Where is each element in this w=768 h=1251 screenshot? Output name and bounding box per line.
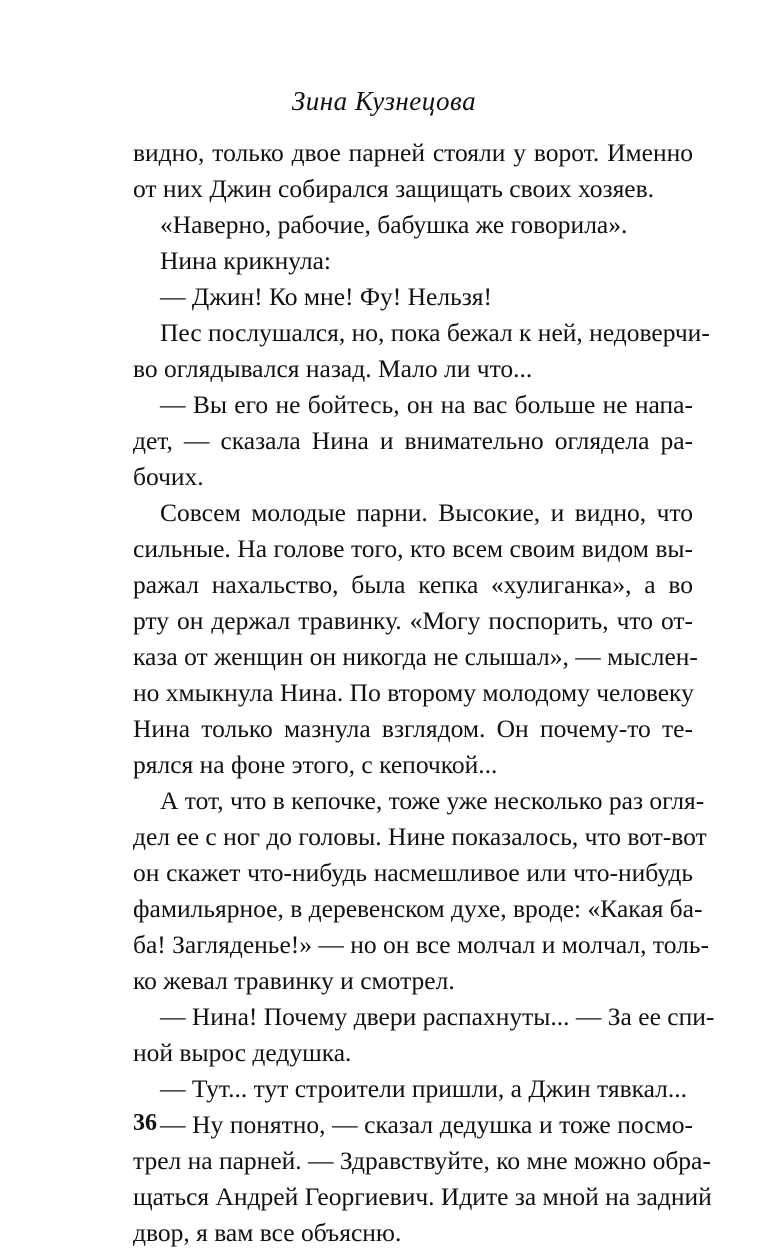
text-line: во оглядывался назад. Мало ли что... bbox=[133, 354, 533, 383]
text-line: Совсем молодые парни. Высокие, и видно, что bbox=[160, 498, 693, 527]
text-line: Пес послушался, но, пока бежал к ней, недоверчи- bbox=[160, 318, 710, 347]
text-line: «Наверно, рабочие, бабушка же говорила». bbox=[160, 210, 628, 239]
text-line: дел ее с ног до головы. Нине показалось, что вот-вот bbox=[133, 822, 707, 851]
text-line: ражал нахальство, была кепка «хулиганка», а во bbox=[133, 570, 693, 599]
text-line: ко жевал травинку и смотрел. bbox=[133, 966, 455, 995]
text-line: — Ну понятно, — сказал дедушка и тоже посмо- bbox=[160, 1110, 693, 1139]
text-line: — Тут... тут строители пришли, а Джин тявкал... bbox=[160, 1074, 688, 1103]
text-line: ной вырос дедушка. bbox=[133, 1038, 352, 1067]
body-text bbox=[133, 135, 715, 1251]
text-line: сильные. На голове того, кто всем своим видом вы- bbox=[133, 534, 693, 563]
text-line: ба! Загляденье!» — но он все молчал и молчал, толь- bbox=[133, 930, 709, 959]
text-line: двор, я вам все объясню. bbox=[133, 1218, 402, 1247]
text-line: видно, только двое парней стояли у ворот. Именно bbox=[133, 138, 693, 167]
text-line: рту он держал травинку. «Могу поспорить, что от- bbox=[133, 606, 693, 635]
running-head-author: Зина Кузнецова bbox=[291, 86, 477, 116]
text-line: трел на парней. — Здравствуйте, ко мне можно обра- bbox=[133, 1146, 711, 1175]
text-line: Нина крикнула: bbox=[160, 246, 331, 275]
text-line: А тот, что в кепочке, тоже уже несколько раз огля- bbox=[160, 786, 705, 815]
text-line: каза от женщин он никогда не слышал», — мыслен- bbox=[133, 642, 698, 671]
text-line: от них Джин собирался защищать своих хозяев. bbox=[133, 174, 655, 203]
text-line: щаться Андрей Георгиевич. Идите за мной на задний bbox=[133, 1182, 712, 1211]
text-line: — Нина! Почему двери распахнуты... — За ее спи- bbox=[160, 1002, 715, 1031]
text-line: рялся на фоне этого, с кепочкой... bbox=[133, 750, 498, 779]
text-line: бочих. bbox=[133, 462, 204, 491]
page-number: 36 bbox=[133, 1110, 157, 1136]
text-line: Нина только мазнула взглядом. Он почему-то те- bbox=[133, 714, 693, 743]
text-line: — Джин! Ко мне! Фу! Нельзя! bbox=[160, 282, 493, 311]
text-line: он скажет что-нибудь насмешливое или что-нибудь bbox=[133, 858, 693, 887]
text-line: дет, — сказала Нина и внимательно оглядела ра- bbox=[133, 426, 693, 455]
text-line: но хмыкнула Нина. По второму молодому человеку bbox=[133, 678, 694, 707]
text-line: фамильярное, в деревенском духе, вроде: «Какая ба- bbox=[133, 894, 703, 923]
text-line: — Вы его не бойтесь, он на вас больше не напа- bbox=[160, 390, 693, 419]
